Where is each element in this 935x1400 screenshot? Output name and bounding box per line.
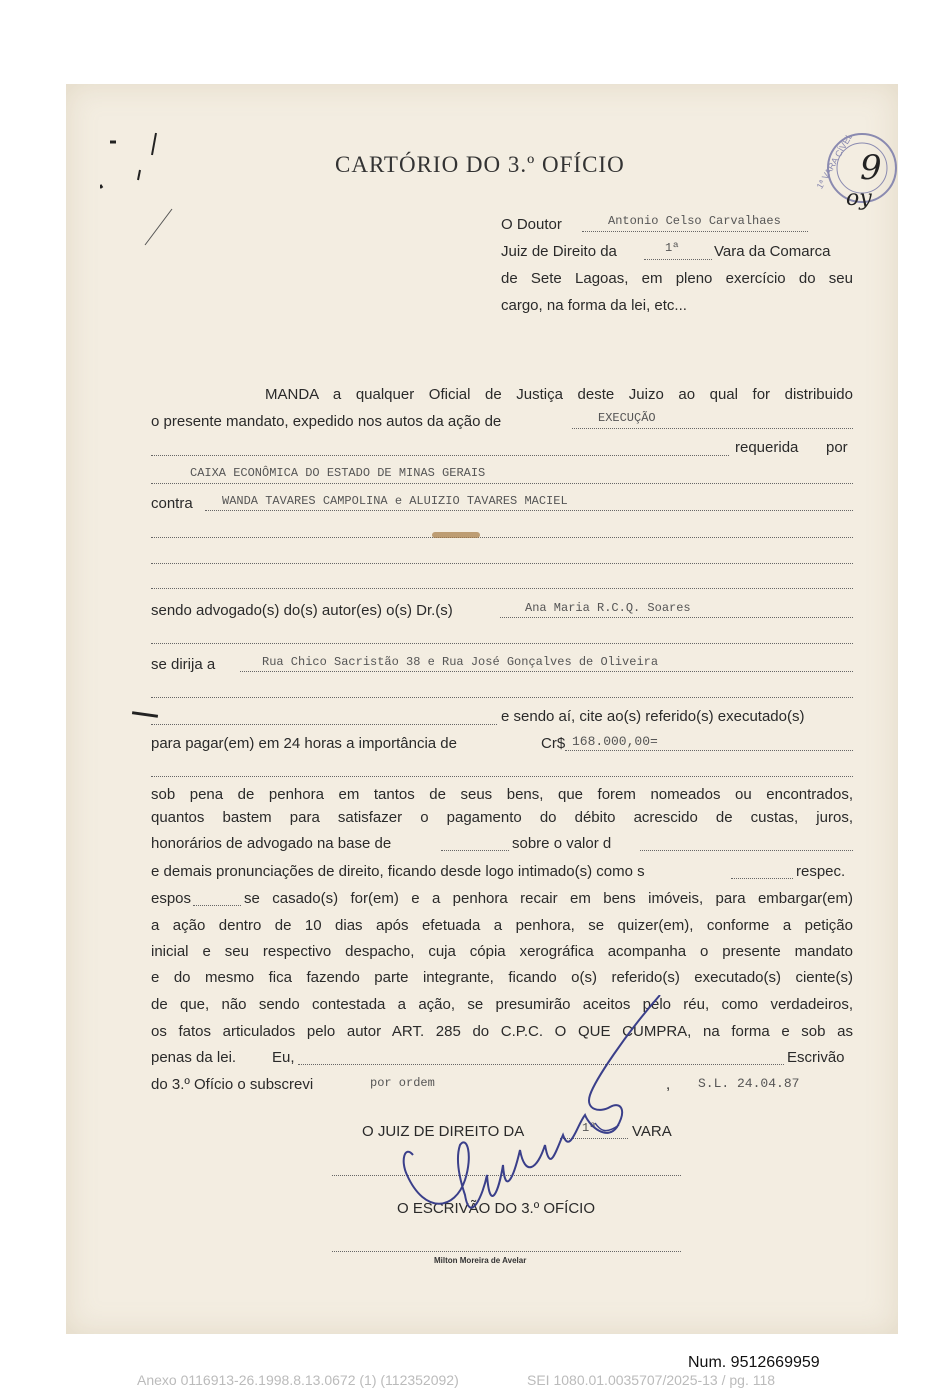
contra-label: contra: [151, 495, 193, 512]
escrivao-signature-line: [332, 1251, 681, 1252]
requerida-label: requerida: [735, 439, 799, 456]
autor-value: CAIXA ECONÔMICA DO ESTADO DE MINAS GERAIS: [190, 466, 486, 480]
vara-number: 1ª: [665, 241, 680, 255]
reus-value: WANDA TAVARES CAMPOLINA e ALUIZIO TAVARES MACIEL: [222, 494, 568, 508]
intro-line-4: cargo, na forma da lei, etc...: [501, 297, 687, 314]
vara-line: [644, 259, 712, 260]
blank-line-5: [151, 697, 853, 698]
honorarios-label: honorários de advogado na base de: [151, 835, 392, 852]
court-stamp: [814, 130, 900, 230]
valor-de-line: [640, 850, 853, 851]
manda-line: MANDA a qualquer Oficial de Justiça deste Juizo ao qual for distribuido: [265, 386, 853, 403]
paragraph-line: inicial e seu respectivo despacho, cuja cópia xerográfica acompanha o presente mandato: [151, 943, 853, 960]
por-ordem: por ordem: [370, 1076, 435, 1090]
blank-line-3: [151, 588, 853, 589]
demais-label: e demais pronunciações de direito, ficando desde logo intimado(s) como s: [151, 863, 645, 880]
eu-label: Eu,: [272, 1049, 295, 1066]
blank-line-2: [151, 563, 853, 564]
intro-line-3: de Sete Lagoas, em pleno exercício do seu: [501, 270, 853, 287]
currency-label: Cr$: [541, 735, 566, 752]
penas-label: penas da lei.: [151, 1049, 237, 1066]
blank-line-4: [151, 643, 853, 644]
respec-label: respec.: [796, 863, 846, 880]
blank-line-1: [151, 537, 853, 538]
annex-reference: Anexo 0116913-26.1998.8.13.0672 (1) (112352092): [137, 1372, 459, 1388]
endereco-value: Rua Chico Sacristão 38 e Rua José Gonçalves de Oliveira: [262, 655, 659, 669]
handwritten-signature: [395, 995, 675, 1225]
escrivao-label: Escrivão: [787, 1049, 845, 1066]
acao-line: [572, 428, 853, 429]
juiz-label: Juiz de Direito da: [501, 243, 617, 260]
place-date: S.L. 24.04.87: [698, 1076, 800, 1091]
espos-label: espos: [151, 890, 192, 907]
honorarios-line: [441, 850, 509, 851]
espos-line: [193, 905, 241, 906]
judge-name: Antonio Celso Carvalhaes: [608, 214, 781, 228]
presente-label: o presente mandato, expedido nos autos da ação de: [151, 413, 502, 430]
stamp-initials: oy: [846, 186, 872, 211]
sei-reference: SEI 1080.01.0035707/2025-13 / pg. 118: [527, 1372, 776, 1388]
autor-line: [151, 483, 853, 484]
endereco-line: [240, 671, 853, 672]
dirija-label: se dirija a: [151, 656, 216, 673]
reus-line: [205, 510, 853, 511]
paragraph-line: a ação dentro de 10 dias após efetuada a penhora, se quizer(em), conforme a petição: [151, 917, 853, 934]
stamp-page-number: 9: [860, 148, 882, 188]
valor-value: 168.000,00=: [572, 734, 658, 749]
juiz-signature-label: O JUIZ DE DIREITO DA: [362, 1123, 525, 1140]
paragraph-line: sob pena de penhora em tantos de seus bens, que forem nomeados ou encontrados,: [151, 786, 853, 803]
paragraph-line: os fatos articulados pelo autor ART. 285 do C.P.C. O QUE CUMPRA, na forma e sob as: [151, 1023, 853, 1040]
paragraph-line: de que, não sendo contestada a ação, se presumirão aceitos pelo réu, como verdadeiros,: [151, 996, 853, 1013]
acao-value: EXECUÇÃO: [598, 411, 656, 425]
ink-smudge: [432, 532, 480, 538]
judge-name-line: [582, 231, 808, 232]
pagar-label: para pagar(em) em 24 horas a importância de: [151, 735, 457, 752]
cite-line: [151, 724, 497, 725]
date-comma: ,: [666, 1076, 671, 1093]
vara-suffix: Vara da Comarca: [714, 243, 831, 260]
page-title: CARTÓRIO DO 3.º OFÍCIO: [335, 152, 625, 177]
demais-line: [731, 878, 793, 879]
cite-text: e sendo aí, cite ao(s) referido(s) executado(s): [501, 708, 805, 725]
escrivao-signature-label: O ESCRIVÃO DO 3.º OFÍCIO: [397, 1200, 596, 1217]
espos-text: se casado(s) for(em) e a penhora recair em bens imóveis, para embargar(em): [244, 890, 853, 907]
escrivao-printed-name: Milton Moreira de Avelar: [434, 1256, 527, 1265]
subscrevi-label: do 3.º Ofício o subscrevi: [151, 1076, 314, 1093]
advogado-value: Ana Maria R.C.Q. Soares: [525, 601, 691, 615]
requerida-line: [151, 455, 729, 456]
stamp-text: 1ª VARA CÍVEL: [814, 131, 855, 191]
sobre-valor-label: sobre o valor d: [512, 835, 612, 852]
advogado-label: sendo advogado(s) do(s) autor(es) o(s) Dr.(s): [151, 602, 453, 619]
blank-line-6: [151, 776, 853, 777]
por-label: por: [826, 439, 848, 456]
advogado-line: [500, 617, 853, 618]
margin-marks: [100, 125, 190, 255]
juiz-vara-number: 1ª: [582, 1121, 597, 1135]
document-number: Num. 9512669959: [688, 1354, 820, 1371]
paragraph-line: e do mesmo fica fazendo parte integrante, ficando o(s) referido(s) executado(s) ciente(s): [151, 969, 853, 986]
doutor-label: O Doutor: [501, 216, 562, 233]
juiz-vara-label: VARA: [632, 1123, 672, 1140]
paragraph-line: quantos bastem para satisfazer o pagamento do débito acrescido de custas, juros,: [151, 809, 853, 826]
valor-line: [565, 750, 853, 751]
